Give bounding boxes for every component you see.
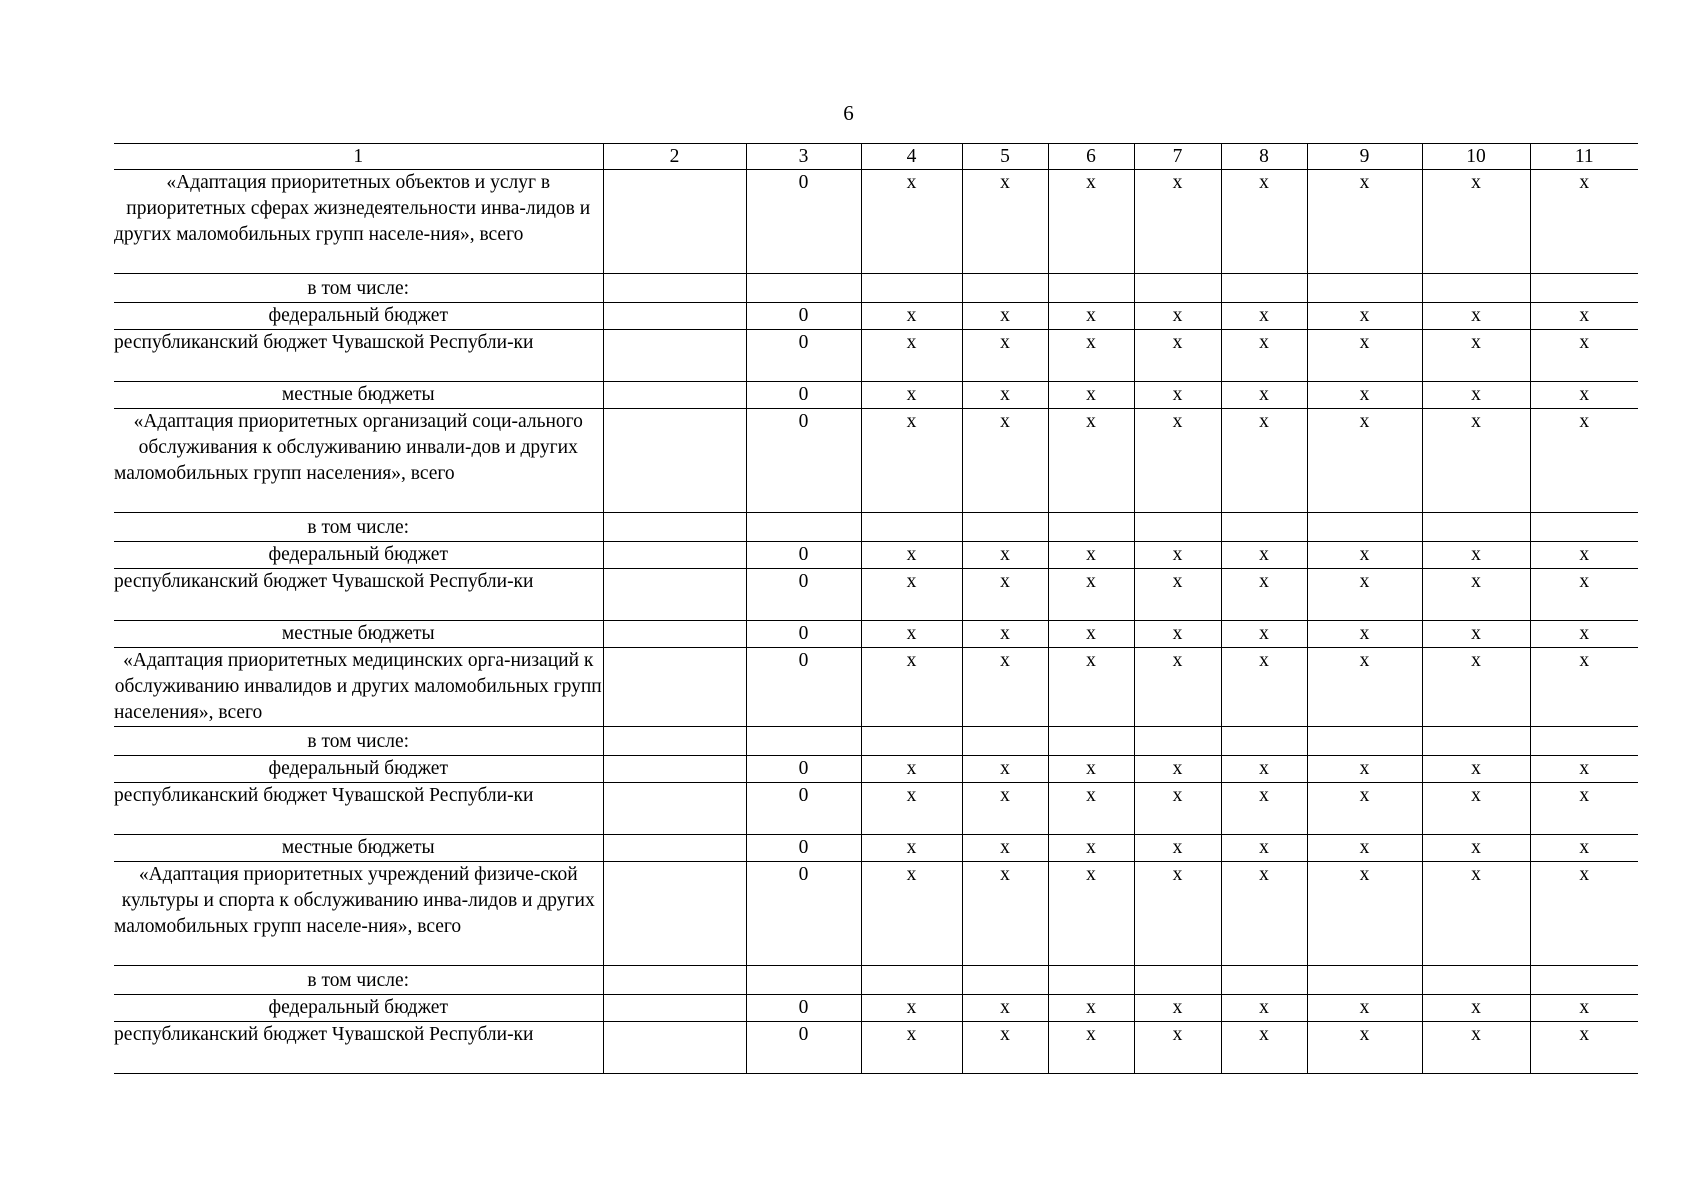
table-cell: [1221, 513, 1307, 542]
table-cell: х: [1221, 382, 1307, 409]
row-label: «Адаптация приоритетных объектов и услуг в приоритетных сферах жизнедеятельности инва-лидов и других маломобильных групп населе-ния», всего: [114, 170, 603, 274]
table-cell: [603, 274, 746, 303]
table-cell: х: [1221, 835, 1307, 862]
table-cell: [861, 727, 962, 756]
table-row: [114, 783, 1638, 835]
budget-table: [114, 143, 1638, 1074]
table-cell: х: [861, 995, 962, 1022]
column-header: 9: [1307, 144, 1422, 170]
table-cell: х: [1307, 569, 1422, 621]
table-cell: 0: [746, 621, 861, 648]
table-cell: х: [1134, 170, 1221, 274]
table-cell: х: [1530, 542, 1638, 569]
table-cell: х: [1307, 170, 1422, 274]
table-cell: [603, 542, 746, 569]
table-cell: [603, 513, 746, 542]
table-cell: [1422, 513, 1530, 542]
table-cell: х: [1422, 621, 1530, 648]
table-cell: х: [861, 330, 962, 382]
table-cell: х: [962, 648, 1048, 727]
table-cell: 0: [746, 382, 861, 409]
table-row: [114, 966, 1638, 995]
table-cell: х: [1134, 542, 1221, 569]
table-cell: [1134, 727, 1221, 756]
table-cell: [1307, 274, 1422, 303]
table-cell: х: [861, 409, 962, 513]
table-cell: х: [1221, 330, 1307, 382]
table-cell: [1221, 727, 1307, 756]
table-cell: х: [1422, 648, 1530, 727]
table-cell: 0: [746, 995, 861, 1022]
table-cell: [603, 382, 746, 409]
table-cell: х: [1134, 862, 1221, 966]
table-cell: х: [1048, 648, 1134, 727]
row-label: в том числе:: [114, 513, 603, 542]
table-cell: х: [1530, 995, 1638, 1022]
table-cell: х: [1134, 621, 1221, 648]
table-cell: х: [1307, 995, 1422, 1022]
table-cell: 0: [746, 835, 861, 862]
table-row: [114, 303, 1638, 330]
table-cell: [962, 966, 1048, 995]
table-cell: х: [861, 303, 962, 330]
table-row: [114, 382, 1638, 409]
table-cell: х: [1307, 783, 1422, 835]
table-row: [114, 727, 1638, 756]
table-cell: х: [1530, 621, 1638, 648]
table-cell: [1048, 513, 1134, 542]
row-label: федеральный бюджет: [114, 995, 603, 1022]
table-cell: х: [962, 1022, 1048, 1074]
table-cell: х: [1048, 862, 1134, 966]
table-cell: х: [1134, 756, 1221, 783]
table-cell: 0: [746, 409, 861, 513]
table-cell: х: [861, 621, 962, 648]
table-cell: [603, 862, 746, 966]
table-body: [114, 170, 1638, 1074]
table-cell: х: [1048, 569, 1134, 621]
row-label: федеральный бюджет: [114, 303, 603, 330]
table-cell: [1307, 513, 1422, 542]
table-cell: [603, 727, 746, 756]
table-cell: х: [1530, 1022, 1638, 1074]
row-label: республиканский бюджет Чувашской Республи-ки: [114, 569, 603, 621]
table-cell: х: [1307, 835, 1422, 862]
table-cell: 0: [746, 648, 861, 727]
table-cell: х: [1307, 542, 1422, 569]
table-cell: х: [1221, 170, 1307, 274]
row-label: республиканский бюджет Чувашской Республи-ки: [114, 783, 603, 835]
table-row: [114, 170, 1638, 274]
table-cell: [1422, 966, 1530, 995]
table-cell: х: [1221, 1022, 1307, 1074]
table-cell: [603, 303, 746, 330]
table-cell: х: [1530, 330, 1638, 382]
table-cell: [1134, 513, 1221, 542]
table-cell: х: [1048, 783, 1134, 835]
table-cell: [1134, 966, 1221, 995]
table-cell: х: [861, 783, 962, 835]
table-cell: [1422, 727, 1530, 756]
table-cell: [603, 330, 746, 382]
table-cell: х: [962, 542, 1048, 569]
table-cell: х: [1422, 835, 1530, 862]
table-row: [114, 409, 1638, 513]
table-cell: [861, 966, 962, 995]
table-cell: 0: [746, 756, 861, 783]
column-header: 5: [962, 144, 1048, 170]
table-cell: [1530, 966, 1638, 995]
column-header: 2: [603, 144, 746, 170]
table-cell: х: [861, 648, 962, 727]
table-cell: х: [1307, 330, 1422, 382]
table-cell: х: [861, 170, 962, 274]
table-cell: х: [1530, 862, 1638, 966]
table-cell: х: [1048, 409, 1134, 513]
table-cell: х: [1221, 569, 1307, 621]
table-cell: х: [1221, 995, 1307, 1022]
table-cell: [1048, 727, 1134, 756]
table-cell: х: [861, 835, 962, 862]
table-cell: х: [1134, 1022, 1221, 1074]
table-row: [114, 274, 1638, 303]
table-cell: [603, 409, 746, 513]
table-cell: 0: [746, 1022, 861, 1074]
table-cell: х: [1048, 170, 1134, 274]
row-label: «Адаптация приоритетных организаций соци-ального обслуживания к обслуживанию инвали-дов и других маломобильных групп населения», всего: [114, 409, 603, 513]
table-cell: х: [962, 170, 1048, 274]
table-cell: х: [1530, 835, 1638, 862]
table-cell: х: [962, 409, 1048, 513]
table-row: [114, 621, 1638, 648]
table-cell: [1530, 274, 1638, 303]
table-cell: х: [1422, 170, 1530, 274]
table-cell: х: [1307, 756, 1422, 783]
table-cell: х: [1134, 409, 1221, 513]
row-label: федеральный бюджет: [114, 542, 603, 569]
table-cell: 0: [746, 862, 861, 966]
row-label: федеральный бюджет: [114, 756, 603, 783]
table-cell: х: [1422, 382, 1530, 409]
table-cell: х: [861, 862, 962, 966]
table-cell: [1221, 966, 1307, 995]
table-row: [114, 835, 1638, 862]
row-label: «Адаптация приоритетных медицинских орга-низаций к обслуживанию инвалидов и других маломобильных групп населения», всего: [114, 648, 603, 727]
table-cell: [1221, 274, 1307, 303]
table-cell: х: [1221, 303, 1307, 330]
row-label: республиканский бюджет Чувашской Республи-ки: [114, 1022, 603, 1074]
table-cell: х: [1530, 303, 1638, 330]
table-cell: х: [1422, 862, 1530, 966]
row-label: «Адаптация приоритетных учреждений физиче-ской культуры и спорта к обслуживанию инва-лидов и других маломобильных групп населе-ния», всего: [114, 862, 603, 966]
column-header: 1: [114, 144, 603, 170]
table-cell: х: [1048, 542, 1134, 569]
table-cell: х: [1134, 569, 1221, 621]
row-label: местные бюджеты: [114, 835, 603, 862]
table-cell: х: [1134, 330, 1221, 382]
table-row: [114, 1022, 1638, 1074]
table-cell: х: [861, 542, 962, 569]
table-cell: [603, 995, 746, 1022]
table-cell: [746, 274, 861, 303]
column-header: 8: [1221, 144, 1307, 170]
table-cell: [603, 648, 746, 727]
row-label: в том числе:: [114, 727, 603, 756]
table-cell: [861, 513, 962, 542]
table-cell: х: [1221, 756, 1307, 783]
table-cell: х: [861, 756, 962, 783]
table-cell: х: [1530, 783, 1638, 835]
table-cell: х: [1307, 382, 1422, 409]
column-header: 10: [1422, 144, 1530, 170]
table-cell: 0: [746, 303, 861, 330]
column-header: 4: [861, 144, 962, 170]
table-cell: [603, 569, 746, 621]
table-cell: [603, 783, 746, 835]
table-row: [114, 862, 1638, 966]
table-cell: 0: [746, 330, 861, 382]
page-number: 6: [843, 101, 854, 125]
table-row: [114, 542, 1638, 569]
table-cell: [603, 1022, 746, 1074]
table-cell: х: [1307, 648, 1422, 727]
table-cell: 0: [746, 542, 861, 569]
table-cell: х: [962, 783, 1048, 835]
table-cell: [746, 513, 861, 542]
table-row: [114, 648, 1638, 727]
table-cell: [962, 727, 1048, 756]
table-cell: х: [1422, 303, 1530, 330]
table-cell: х: [1307, 303, 1422, 330]
table-cell: х: [1422, 569, 1530, 621]
table-cell: [746, 966, 861, 995]
row-label: местные бюджеты: [114, 382, 603, 409]
table-cell: х: [1530, 170, 1638, 274]
table-row: [114, 569, 1638, 621]
table-cell: х: [1048, 995, 1134, 1022]
table-cell: [962, 274, 1048, 303]
table-cell: [1422, 274, 1530, 303]
table-cell: х: [1530, 756, 1638, 783]
table-cell: х: [962, 995, 1048, 1022]
table-cell: х: [1422, 542, 1530, 569]
table-cell: х: [962, 382, 1048, 409]
column-header: 3: [746, 144, 861, 170]
row-label: в том числе:: [114, 966, 603, 995]
table-cell: х: [1307, 621, 1422, 648]
table-cell: х: [1221, 542, 1307, 569]
table-cell: [603, 621, 746, 648]
table-cell: х: [1530, 648, 1638, 727]
header-row: [114, 144, 1638, 170]
row-label: республиканский бюджет Чувашской Республи-ки: [114, 330, 603, 382]
table-cell: х: [1422, 756, 1530, 783]
table-cell: х: [1422, 1022, 1530, 1074]
table-cell: [1134, 274, 1221, 303]
table-cell: х: [1221, 409, 1307, 513]
table-cell: [1048, 966, 1134, 995]
table-cell: [1530, 513, 1638, 542]
table-cell: [603, 170, 746, 274]
table-cell: х: [1048, 1022, 1134, 1074]
table-cell: 0: [746, 170, 861, 274]
table-cell: х: [962, 569, 1048, 621]
table-cell: х: [1221, 621, 1307, 648]
table-row: [114, 513, 1638, 542]
table-cell: х: [1307, 1022, 1422, 1074]
table-row: [114, 756, 1638, 783]
table-row: [114, 330, 1638, 382]
table-cell: [861, 274, 962, 303]
table-cell: х: [962, 756, 1048, 783]
table-cell: [603, 966, 746, 995]
table-cell: х: [962, 621, 1048, 648]
table-cell: х: [962, 862, 1048, 966]
table-cell: х: [1134, 835, 1221, 862]
table-cell: х: [1048, 330, 1134, 382]
table-cell: х: [1422, 330, 1530, 382]
table-cell: [603, 756, 746, 783]
table-cell: [1048, 274, 1134, 303]
table-cell: х: [962, 835, 1048, 862]
table-cell: х: [1422, 783, 1530, 835]
table-cell: х: [1048, 621, 1134, 648]
table-cell: х: [1134, 995, 1221, 1022]
table-cell: х: [1134, 382, 1221, 409]
column-header: 11: [1530, 144, 1638, 170]
table-cell: [1307, 727, 1422, 756]
table-cell: х: [861, 382, 962, 409]
table-cell: х: [1048, 835, 1134, 862]
table-cell: х: [962, 330, 1048, 382]
table-cell: х: [861, 1022, 962, 1074]
table-cell: 0: [746, 569, 861, 621]
table-cell: х: [1048, 756, 1134, 783]
table-cell: х: [1307, 409, 1422, 513]
table-cell: х: [1221, 648, 1307, 727]
table-cell: [603, 835, 746, 862]
table-cell: [1530, 727, 1638, 756]
table-cell: х: [1530, 382, 1638, 409]
table-cell: х: [861, 569, 962, 621]
table-cell: х: [1422, 409, 1530, 513]
table-row: [114, 995, 1638, 1022]
row-label: в том числе:: [114, 274, 603, 303]
table-cell: х: [1422, 995, 1530, 1022]
row-label: местные бюджеты: [114, 621, 603, 648]
table-cell: х: [1530, 569, 1638, 621]
table-cell: х: [962, 303, 1048, 330]
table-cell: 0: [746, 783, 861, 835]
table-cell: х: [1307, 862, 1422, 966]
table-cell: х: [1134, 648, 1221, 727]
table-cell: х: [1134, 303, 1221, 330]
table-cell: [1307, 966, 1422, 995]
column-header: 7: [1134, 144, 1221, 170]
table-cell: х: [1221, 862, 1307, 966]
table-cell: х: [1048, 382, 1134, 409]
table-cell: х: [1221, 783, 1307, 835]
table-cell: [962, 513, 1048, 542]
table-cell: [746, 727, 861, 756]
table-cell: х: [1134, 783, 1221, 835]
table-cell: х: [1048, 303, 1134, 330]
column-header: 6: [1048, 144, 1134, 170]
table-cell: х: [1530, 409, 1638, 513]
